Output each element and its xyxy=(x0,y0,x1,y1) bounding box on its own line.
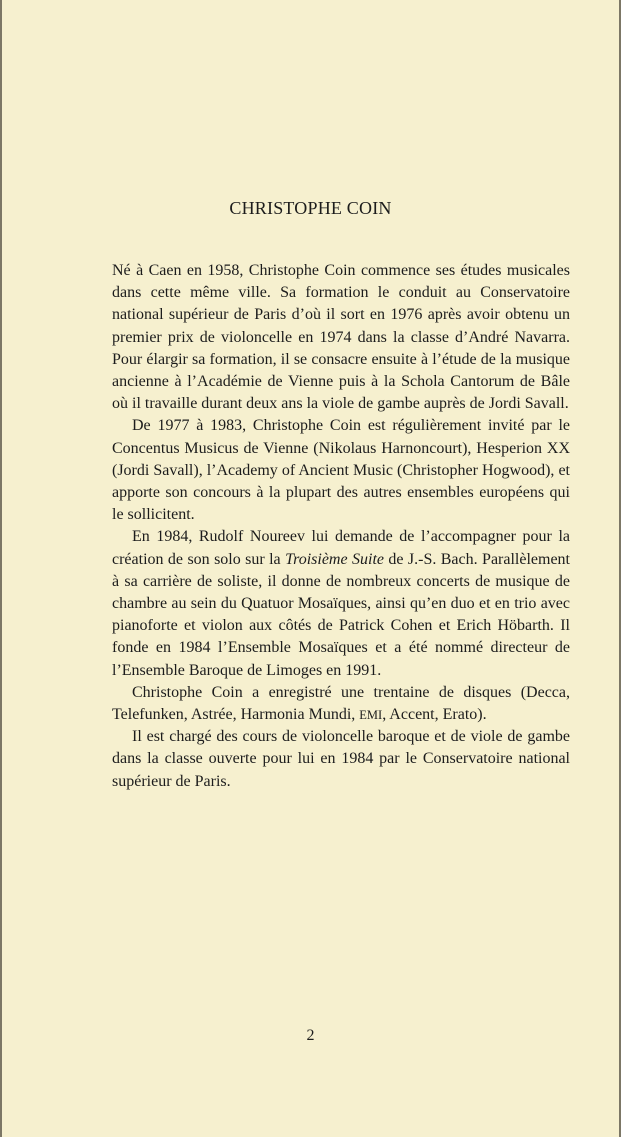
paragraph-4-text-after: , Accent, Erato). xyxy=(382,706,487,724)
paragraph-3-text-before: En 1984, Rudolf Noureev lui demande de l’accompagner pour la création de son solo sur la xyxy=(112,528,570,568)
work-title: Troisième Suite xyxy=(285,550,384,568)
paragraph-3-text-after: de J.-S. Bach. Parallèlement à sa carrière de soliste, il donne de nombreux concerts de musique de chambre au sein du Quatuor Mosaïques, ainsi qu’en duo et en trio avec pianoforte et violon aux côtés de Patrick Cohen et Erich Höbarth. Il fonde en 1984 l’Ensemble Mosaïques et a été nommé directeur de l’Ensemble Baroque de Limoges en 1991. xyxy=(112,550,570,679)
paragraph-4-text-before: Christophe Coin a enregistré une trentaine de disques (Decca, Telefunken, Astrée, Harmonia Mundi, xyxy=(112,683,570,724)
paragraph-3 xyxy=(112,526,570,681)
paragraph-2: De 1977 à 1983, Christophe Coin est régulièrement invité par le Concentus Musicus de Vienne (Nikolaus Harnoncourt), Hesperion XX (Jordi Savall), l’Academy of Ancient Music (Christopher Hogwood), et apporte son concours à la plupart des autres ensembles européens qui le sollicitent. xyxy=(112,417,570,524)
page-title: CHRISTOPHE COIN xyxy=(229,198,392,218)
paragraph-1: Né à Caen en 1958, Christophe Coin commence ses études musicales dans cette même ville. Sa formation le conduit au Conservatoire national supérieur de Paris d’où il sort en 1976 après avoir obtenu un premier prix de violoncelle en 1974 dans la classe d’André Navarra. Pour élargir sa formation, il se consacre ensuite à l’étude de la musique ancienne à l’Académie de Vienne puis à la Schola Cantorum de Bâle où il travaille durant deux ans la viole de gambe auprès de Jordi Savall. xyxy=(112,262,570,413)
label-name-emi: EMI xyxy=(359,708,383,723)
paragraph-4 xyxy=(112,682,570,726)
biography-text xyxy=(112,260,570,793)
paragraph-5: Il est chargé des cours de violoncelle baroque et de viole de gambe dans la classe ouverte pour lui en 1984 par le Conservatoire national supérieur de Paris. xyxy=(112,728,570,790)
page-number: 2 xyxy=(306,1027,315,1044)
